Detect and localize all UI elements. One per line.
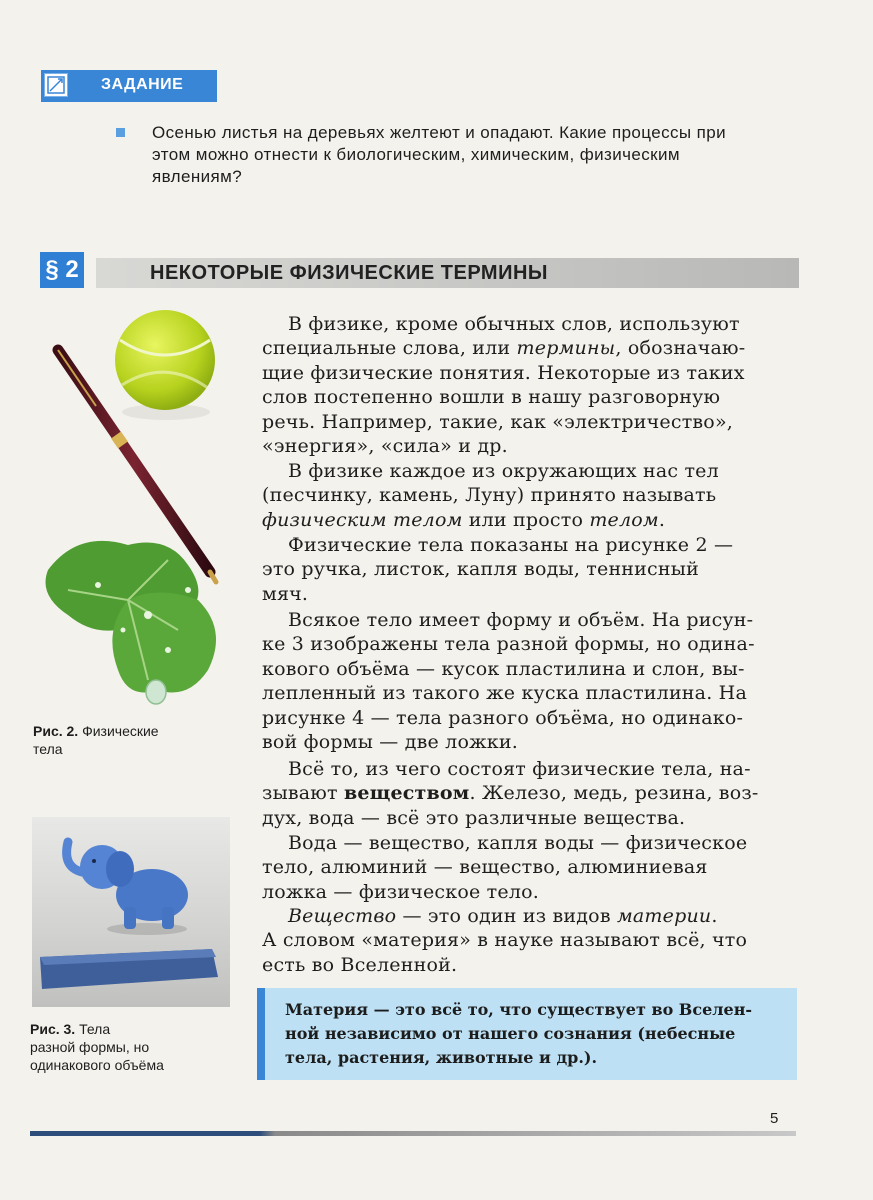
paragraph-body bbox=[262, 459, 800, 532]
leaf-icon bbox=[46, 541, 217, 693]
fig3-caption-text: разной формы, но bbox=[30, 1039, 150, 1055]
text-line: есть во Вселенной. bbox=[262, 953, 458, 976]
task-line: этом можно отнести к биологическим, химическим, физическим bbox=[152, 145, 680, 164]
fig2-illustration bbox=[38, 300, 243, 720]
task-label: ЗАДАНИЕ bbox=[101, 76, 184, 93]
fig3-caption-number: Рис. 3. bbox=[30, 1021, 76, 1037]
task-bullet bbox=[116, 128, 125, 137]
text-line: специальные слова, или термины, обозначаю- bbox=[262, 337, 746, 360]
paragraph-substance bbox=[262, 757, 800, 830]
definition-text bbox=[285, 998, 785, 1070]
page-number: 5 bbox=[770, 1110, 779, 1127]
definition-line: ной независимо от нашего сознания (небесные bbox=[285, 1024, 736, 1043]
text-line: ке 3 изображены тела разной формы, но одина- bbox=[262, 633, 755, 656]
plasticine-block-icon bbox=[40, 949, 218, 989]
term-emphasis: физическим телом bbox=[262, 508, 463, 531]
text-line: Вода — вещество, капля воды — физическое bbox=[288, 832, 748, 854]
text-line: Вещество — это один из видов материи. bbox=[288, 905, 718, 927]
fig2-caption-number: Рис. 2. bbox=[33, 723, 79, 739]
text-line: речь. Например, такие, как «электричество», bbox=[262, 410, 734, 433]
text-line: дух, вода — всё это различные вещества. bbox=[262, 806, 686, 829]
task-line: явлениям? bbox=[152, 167, 243, 186]
text-line: Всё то, из чего состоят физические тела, на- bbox=[288, 758, 751, 780]
definition-line: тела, растения, животные и др.). bbox=[285, 1048, 598, 1067]
text-line: слов постепенно вошли в нашу разговорную bbox=[262, 386, 721, 409]
term-emphasis: материи bbox=[616, 905, 712, 927]
text-line: лепленный из такого же куска пластилина. На bbox=[262, 682, 747, 705]
term-emphasis: телом bbox=[589, 508, 659, 531]
paragraph-form-volume bbox=[262, 608, 800, 754]
section-number: § 2 bbox=[40, 252, 84, 288]
section-title: НЕКОТОРЫЕ ФИЗИЧЕСКИЕ ТЕРМИНЫ bbox=[150, 262, 548, 284]
term-emphasis: Вещество bbox=[288, 905, 397, 927]
text-line: Всякое тело имеет форму и объём. На рисун- bbox=[288, 609, 754, 631]
paragraph-matter bbox=[262, 904, 800, 977]
fig3-caption-text: Тела bbox=[75, 1021, 111, 1037]
text-line: зывают веществом. Железо, медь, резина, воз- bbox=[262, 782, 759, 805]
text-line: мяч. bbox=[262, 582, 309, 605]
text-line: кового объёма — кусок пластилина и слон, вы- bbox=[262, 657, 745, 680]
task-icon bbox=[44, 73, 68, 97]
paragraph-terms bbox=[262, 312, 800, 458]
term-emphasis: термины bbox=[516, 337, 616, 360]
footer-rule bbox=[30, 1131, 796, 1136]
tennis-ball-icon bbox=[115, 310, 215, 420]
fig3-caption bbox=[30, 1020, 164, 1074]
task-line: Осенью листья на деревьях желтеют и опадают. Какие процессы при bbox=[152, 123, 726, 142]
fig3-illustration bbox=[32, 817, 230, 1007]
paragraph-examples bbox=[262, 831, 800, 904]
text-line: (песчинку, камень, Луну) принято называть bbox=[262, 484, 717, 507]
paragraph-figure2 bbox=[262, 533, 800, 606]
term-bold: веществом bbox=[344, 782, 470, 805]
text-line: вой формы — две ложки. bbox=[262, 731, 518, 754]
text-line: В физике каждое из окружающих нас тел bbox=[288, 460, 719, 482]
elephant-icon bbox=[67, 842, 188, 935]
text-line: А словом «материя» в науке называют всё, что bbox=[262, 929, 748, 952]
water-drop-icon bbox=[146, 680, 166, 704]
text-line: тело, алюминий — вещество, алюминиевая bbox=[262, 856, 708, 879]
text-line: физическим телом или просто телом. bbox=[262, 508, 666, 531]
text-line: Физические тела показаны на рисунке 2 — bbox=[288, 534, 734, 556]
fig2-caption bbox=[33, 722, 159, 758]
text-line: ложка — физическое тело. bbox=[262, 880, 539, 903]
text-line: щие физические понятия. Некоторые из таких bbox=[262, 361, 745, 384]
text-line: «энергия», «сила» и др. bbox=[262, 435, 508, 458]
text-line: В физике, кроме обычных слов, используют bbox=[288, 313, 740, 335]
fig3-caption-text: одинакового объёма bbox=[30, 1057, 164, 1073]
fig2-caption-text: Физические bbox=[78, 723, 159, 739]
definition-line: Материя — это всё то, что существует во Вселен- bbox=[285, 1000, 753, 1019]
text-line: рисунке 4 — тела разного объёма, но одинако- bbox=[262, 706, 744, 729]
task-question bbox=[152, 122, 802, 188]
text-line: это ручка, листок, капля воды, теннисный bbox=[262, 558, 699, 581]
fig2-caption-text: тела bbox=[33, 741, 63, 757]
